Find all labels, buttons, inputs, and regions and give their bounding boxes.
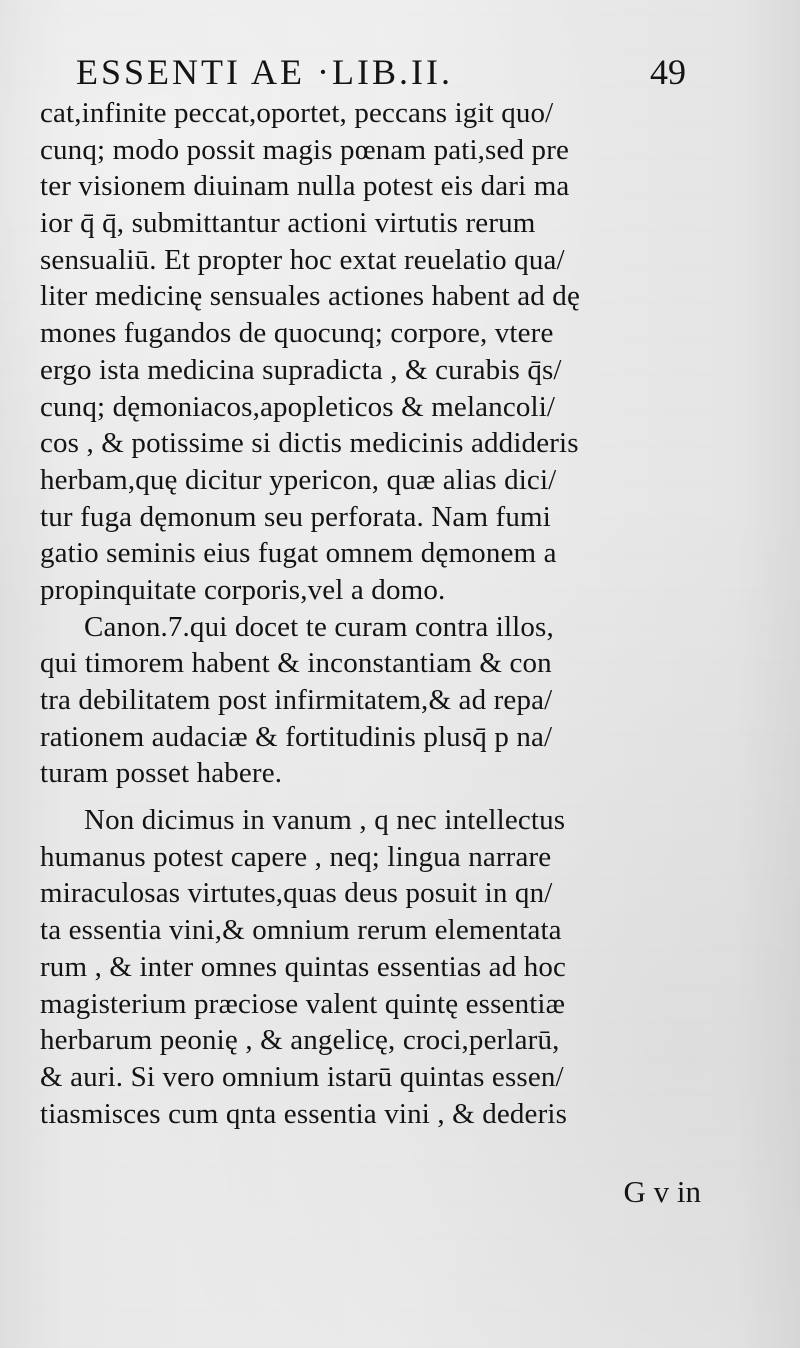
folio-number: 49	[650, 52, 686, 92]
text-line-28: tiasmisces cum qnta essentia vini , & dederis	[40, 1097, 568, 1130]
running-head: ESSENTI AE ·LIB.II.	[76, 52, 453, 92]
text-line-19: turam posset habere.	[40, 757, 283, 790]
text-line-24: rum , & inter omnes quintas essentias ad hoc	[40, 950, 567, 983]
text-line-7: mones fugandos de quocunq; corpore, vtere	[40, 317, 554, 350]
text-line-27: & auri. Si vero omnium istarū quintas essen/	[40, 1060, 564, 1093]
text-line-8: ergo ista medicina supradicta , & curabis q̄s/	[40, 353, 562, 386]
text-line-16: qui timorem habent & inconstantiam & con	[40, 647, 552, 680]
text-line-22: miraculosas virtutes,quas deus posuit in qn/	[40, 877, 553, 910]
text-line-3: ter visionem diuinam nulla potest eis dari ma	[40, 170, 570, 203]
text-line-12: tur fuga dęmonum seu perforata. Nam fumi	[40, 500, 551, 533]
text-line-15: Canon.7.qui docet te curam contra illos,	[84, 610, 554, 643]
page-header	[76, 50, 686, 100]
text-line-6: liter medicinę sensuales actiones habent ad dę	[40, 280, 580, 313]
text-line-11: herbam,quę dicitur ypericon, quæ alias dici/	[40, 463, 557, 496]
text-line-13: gatio seminis eius fugat omnem dęmonem a	[40, 537, 557, 570]
catchword: G v in	[623, 1174, 701, 1209]
text-line-23: ta essentia vini,& omnium rerum elementata	[40, 914, 562, 947]
text-line-9: cunq; dęmoniacos,apopleticos & melancoli/	[40, 390, 556, 423]
text-line-25: magisterium præciose valent quintę essentiæ	[40, 987, 566, 1020]
text-line-26: herbarum peonię , & angelicę, croci,perlarū,	[40, 1024, 560, 1057]
text-line-17: tra debilitatem post infirmitatem,& ad repa/	[40, 684, 553, 716]
text-line-1: cat,infinite peccat,oportet, peccans igit quo/	[40, 97, 554, 129]
text-line-20: Non dicimus in vanum , q nec intellectus	[84, 804, 566, 837]
text-line-14: propinquitate corporis,vel a domo.	[40, 573, 446, 606]
main-text-block	[40, 95, 700, 1132]
text-line-4: ior q̄ q̄, submittantur actioni virtutis rerum	[40, 207, 536, 240]
text-line-2: cunq; modo possit magis pœnam pati,sed pre	[40, 133, 570, 166]
text-line-18: rationem audaciæ & fortitudinis plusq̄ p na/	[40, 720, 553, 753]
text-line-21: humanus potest capere , neq; lingua narrare	[40, 840, 552, 873]
text-line-5: sensualiū. Et propter hoc extat reuelatio qua/	[40, 243, 565, 276]
text-line-10: cos , & potissime si dictis medicinis addideris	[40, 427, 579, 460]
